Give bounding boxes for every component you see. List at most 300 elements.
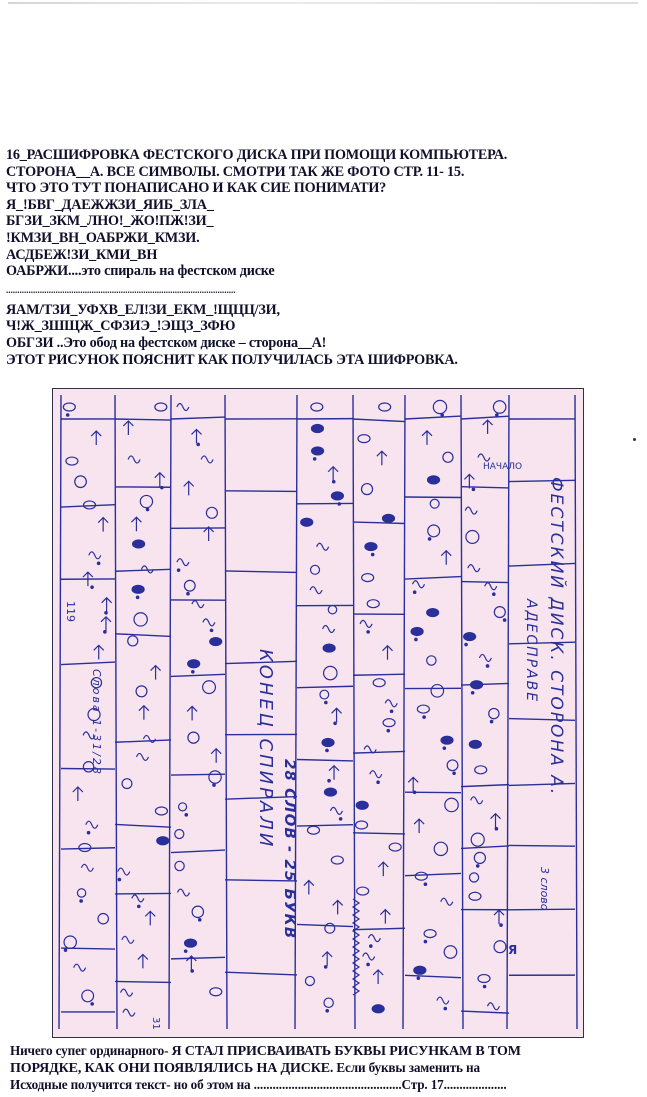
glyph-dot [387, 729, 389, 731]
glyph-circle [311, 565, 320, 574]
glyph-oval [79, 844, 91, 852]
explain-line: ЭТОТ РИСУНОК ПОЯСНИТ КАК ПОЛУЧИЛАСЬ ЭТА ШИФРОВКА. [6, 351, 458, 368]
header-text-block [6, 147, 642, 368]
glyph-dot [471, 692, 473, 694]
glyph-circle [209, 771, 221, 783]
glyph-dot [197, 443, 199, 445]
strip-separator [171, 417, 225, 419]
strip-separator [115, 740, 171, 742]
glyph-dot [444, 1007, 446, 1009]
glyph-dot [424, 883, 426, 885]
glyph-squiggle [471, 797, 483, 804]
glyph-dot [415, 638, 417, 640]
glyph-dot [338, 503, 340, 505]
glyph-oval [356, 821, 368, 829]
strip-separator [225, 491, 297, 492]
glyph-squiggle [479, 654, 491, 661]
strip-separator [171, 774, 225, 775]
figure-subtitle-vertical: АДЕСПРАВЕ [523, 599, 539, 704]
glyph-arrow [91, 431, 101, 445]
glyph-oval [188, 660, 200, 668]
glyph-oval [478, 974, 490, 982]
glyph-dot [177, 569, 179, 571]
glyph-circle [434, 842, 447, 855]
glyph-arrow [441, 551, 451, 565]
glyph-dot [495, 827, 497, 829]
glyph-arrow [204, 527, 214, 541]
glyph-arrow [304, 881, 314, 895]
glyph-oval [383, 719, 395, 727]
glyph-oval [475, 766, 487, 774]
glyph-circle [469, 873, 478, 882]
footer-line-3: Исходные получится текст- но об этом на ...............................................Стр. 17.................... [10, 1077, 507, 1092]
glyph-dot [367, 963, 369, 965]
glyph-arrow [414, 819, 424, 833]
glyph-arrow [408, 777, 418, 791]
glyph-circle [325, 923, 335, 933]
glyph-oval [133, 540, 145, 548]
glyph-circle [192, 906, 203, 917]
glyph-arrow [138, 954, 148, 968]
glyph-oval [441, 736, 453, 744]
footer-line-1-caps: Я СТАЛ ПРИСВАИВАТЬ БУКВЫ РИСУНКАМ В ТОМ [171, 1044, 521, 1059]
glyph-dot [326, 1010, 328, 1012]
glyph-oval [323, 644, 335, 652]
glyph-squiggle [128, 456, 140, 463]
glyph-squiggle [364, 746, 376, 753]
strip-separator [461, 683, 509, 685]
glyph-dot [339, 818, 341, 820]
glyph-arrow [187, 706, 197, 720]
strip-separator [171, 850, 225, 853]
glyph-circle [443, 452, 453, 462]
glyph-dot [503, 619, 505, 621]
glyph-arrow [102, 598, 112, 612]
glyph-oval [424, 930, 436, 938]
footer-line-2-normal: Если буквы заменить на [333, 1060, 480, 1075]
glyph-circle [324, 998, 333, 1007]
glyph-oval [331, 856, 343, 864]
glyph-arrow [184, 481, 194, 495]
glyph-circle [428, 525, 440, 537]
figure-num-31: 31 [150, 1017, 161, 1030]
figure-count-vertical: 28 СЛОВ - 25 БУКВ [281, 759, 299, 940]
glyph-circle [134, 613, 147, 626]
glyph-dot [326, 749, 328, 751]
glyph-dot [146, 508, 148, 510]
glyph-oval [367, 600, 379, 608]
glyph-circle [493, 401, 505, 413]
footer-line-1-normal: Ничего супег ординарного- [10, 1043, 172, 1058]
glyph-arrow [483, 420, 493, 434]
glyph-dot [64, 949, 66, 951]
glyph-arrow [191, 429, 201, 443]
figure-center-vertical: КОНЕЦ СПИРАЛИ [255, 649, 276, 850]
glyph-oval [185, 939, 197, 947]
strip-divider [461, 395, 463, 1029]
glyph-squiggle [201, 456, 213, 463]
glyph-dot [377, 781, 379, 783]
glyph-squiggle [310, 587, 322, 594]
glyph-squiggle [118, 868, 130, 875]
glyph-circle [324, 666, 337, 679]
glyph-oval [415, 872, 427, 880]
strip-divider [575, 395, 577, 1029]
glyph-oval [311, 403, 323, 411]
strip-divider [59, 395, 61, 1029]
glyph-squiggle [437, 997, 449, 1004]
strip-separator [405, 497, 461, 498]
glyph-circle [136, 686, 147, 697]
glyph-oval [389, 843, 401, 851]
glyph-oval [471, 681, 483, 689]
glyph-oval [411, 627, 423, 635]
glyph-oval [373, 679, 385, 687]
glyph-dot [423, 716, 425, 718]
glyph-arrow [329, 766, 339, 780]
glyph-circle [128, 636, 138, 646]
glyph-dot [428, 538, 430, 540]
glyph-dot [328, 780, 330, 782]
strip-separator [115, 419, 171, 420]
strip-separator [461, 1011, 509, 1013]
glyph-oval [428, 476, 440, 484]
strip-divider [169, 395, 171, 1029]
glyph-squiggle [89, 552, 101, 559]
glyph-squiggle [441, 898, 453, 905]
glyph-arrow [73, 787, 83, 801]
glyph-squiggle [86, 821, 98, 828]
glyph-squiggle [368, 935, 380, 942]
glyph-dot [465, 643, 467, 645]
strip-separator [115, 569, 171, 571]
strip-separator [461, 416, 509, 419]
glyph-oval [382, 514, 394, 522]
glyph-circle [489, 708, 499, 718]
glyph-dot [367, 631, 369, 633]
glyph-dot [333, 481, 335, 483]
glyph-dot [477, 865, 479, 867]
glyph-oval [324, 788, 336, 796]
glyph-squiggle [465, 507, 477, 514]
figure-start-label: НАЧАЛО [483, 462, 523, 472]
glyph-dot [413, 591, 415, 593]
glyph-circle [140, 495, 152, 507]
glyph-arrow [98, 518, 108, 532]
strip-separator [509, 845, 575, 846]
glyph-arrow [332, 708, 342, 722]
footer-line-2-caps: ПОРЯДКЕ, КАК ОНИ ПОЯВЛЯЛИСЬ НА ДИСКЕ. [10, 1061, 334, 1076]
glyph-oval [157, 837, 169, 845]
footer-text-block [10, 1043, 642, 1093]
stray-dot [633, 438, 636, 441]
glyph-circle [494, 607, 505, 618]
sawtooth-marks [353, 899, 359, 995]
strip-separator [61, 769, 115, 770]
glyph-arrow [145, 911, 155, 925]
figure-title-vertical: ФЕСТСКИЙ ДИСК. СТОРОНА А. [546, 477, 566, 797]
glyph-dot [66, 414, 68, 416]
strip-separator [405, 577, 461, 579]
glyph-circle [179, 803, 187, 811]
strip-separator [353, 522, 405, 523]
glyph-circle [203, 681, 216, 694]
glyph-squiggle [192, 601, 204, 608]
glyph-arrow [101, 617, 111, 631]
glyph-circle [431, 685, 444, 698]
glyph-oval [210, 638, 222, 646]
rim-line-2: Ч!Ж_ЗШЩЖ_СФЗИЭ_!ЭЩЗ_ЗФЮ [6, 318, 236, 335]
glyph-dot [443, 747, 445, 749]
glyph-circle [305, 976, 314, 985]
glyph-oval [307, 826, 319, 834]
glyph-arrow [491, 814, 501, 828]
glyph-dot [417, 977, 419, 979]
glyph-arrow [383, 646, 393, 660]
strip-separator [297, 760, 353, 761]
strip-divider [403, 395, 405, 1029]
glyph-circle [175, 861, 184, 870]
glyph-dot [472, 488, 474, 490]
glyph-squiggle [177, 404, 189, 411]
glyph-dot [486, 665, 488, 667]
strip-separator [115, 824, 171, 827]
glyph-dot [210, 629, 212, 631]
glyph-dot [424, 940, 426, 942]
glyph-dot [185, 814, 187, 816]
glyph-circle [320, 690, 329, 699]
glyph-oval [66, 457, 78, 465]
cipher-line-2: БГЗИ_ЗКМ_ЛНО!_ЖО!ПЖ!ЗИ_ [6, 213, 214, 230]
glyph-dot [192, 671, 194, 673]
glyph-dot [91, 1003, 93, 1005]
glyph-circle [494, 941, 506, 953]
glyph-circle [445, 798, 458, 811]
glyph-oval [356, 801, 368, 809]
glyph-squiggle [178, 889, 190, 896]
glyph-dot [325, 701, 327, 703]
glyph-squiggle [413, 581, 425, 588]
glyph-dot [138, 905, 140, 907]
handwritten-figure [52, 388, 584, 1038]
strip-separator [405, 975, 461, 977]
glyph-oval [379, 403, 391, 411]
glyph-oval [365, 543, 377, 551]
cipher-line-4: АСДБЕЖ!ЗИ_КМИ_ВН [6, 246, 158, 263]
strip-divider [507, 395, 509, 1029]
figure-left-vertical: Слова 1-31/28 [90, 669, 103, 776]
glyph-arrow [131, 517, 141, 531]
glyph-squiggle [317, 543, 329, 550]
glyph-squiggle [74, 964, 86, 971]
glyph-oval [155, 807, 167, 815]
glyph-dot [500, 924, 502, 926]
glyph-circle [188, 732, 199, 743]
glyph-circle [362, 484, 373, 495]
strip-separator [405, 873, 461, 875]
glyph-oval [427, 609, 439, 617]
glyph-oval [414, 966, 426, 974]
dotted-separator: ...................................................................................................... [6, 284, 236, 295]
glyph-arrow [333, 900, 343, 914]
glyph-oval [312, 447, 324, 455]
glyph-circle [184, 580, 195, 591]
strip-separator [353, 928, 405, 929]
strip-separator [405, 416, 461, 419]
glyph-squiggle [136, 753, 148, 760]
glyph-arrow [123, 421, 133, 435]
strip-divider [353, 395, 355, 1029]
glyph-dot [104, 631, 106, 633]
strip-separator [353, 419, 405, 422]
glyph-dot [213, 784, 215, 786]
glyph-oval [464, 633, 476, 641]
glyph-circle [175, 829, 184, 838]
header-line-2: СТОРОНА__А. ВСЕ СИМВОЛЫ. СМОТРИ ТАК ЖЕ ФОТО СТР. 11- 15. [6, 163, 465, 180]
strip-separator [61, 505, 115, 507]
glyph-arrow [378, 862, 388, 876]
glyph-dot [105, 612, 107, 614]
glyph-circle [433, 400, 446, 413]
glyph-circle [447, 760, 458, 771]
glyph-squiggle [487, 1003, 499, 1010]
glyph-squiggle [360, 620, 372, 627]
glyph-squiggle [385, 700, 397, 707]
header-line-3: ЧТО ЭТО ТУТ ПОНАПИСАНО И КАК СИЕ ПОНИМАТИ? [6, 180, 387, 197]
strip-separator [61, 848, 115, 849]
scan-edge-line [8, 2, 638, 4]
glyph-arrow [373, 970, 383, 984]
glyph-circle [474, 852, 485, 863]
glyph-circle [427, 656, 436, 665]
glyph-oval [155, 403, 167, 411]
strip-separator [297, 825, 353, 826]
strip-separator [61, 662, 115, 665]
glyph-squiggle [323, 625, 335, 632]
glyph-oval [469, 740, 481, 748]
strip-separator [461, 846, 509, 849]
glyph-dot [91, 586, 93, 588]
glyph-arrow [328, 467, 338, 481]
glyph-oval [301, 518, 313, 526]
glyph-arrow [494, 910, 504, 924]
glyph-circle [206, 507, 217, 518]
glyph-oval [132, 585, 144, 593]
glyph-arrow [155, 473, 165, 487]
glyph-dot [493, 593, 495, 595]
figure-3-slovo: 3 слово [538, 867, 551, 911]
glyph-circle [82, 990, 94, 1002]
glyph-squiggle [478, 454, 490, 461]
glyph-arrow [380, 910, 390, 924]
glyph-dot [118, 878, 120, 880]
glyph-circle [77, 889, 85, 897]
glyph-oval [311, 424, 323, 432]
cipher-line-5: ОАБРЖИ....это спираль на фестском диске [6, 263, 275, 280]
glyph-arrow [139, 706, 149, 720]
strip-separator [353, 674, 405, 675]
glyph-dot [483, 985, 485, 987]
glyph-circle [466, 530, 479, 543]
glyph-oval [372, 1005, 384, 1013]
glyph-circle [444, 946, 457, 959]
glyph-circle [64, 936, 76, 948]
glyph-squiggle [363, 953, 375, 960]
glyph-oval [331, 492, 343, 500]
glyph-arrow [422, 431, 432, 445]
glyph-arrow [211, 749, 221, 763]
strip-divider [225, 395, 227, 1029]
rim-line-3: ОБГЗИ ..Это обод на фестском диске – сторона__А! [6, 334, 327, 351]
glyph-dot [496, 414, 498, 416]
glyph-dot [313, 458, 315, 460]
glyph-dot [453, 772, 455, 774]
glyph-dot [324, 966, 326, 968]
strip-separator [225, 972, 297, 975]
glyph-squiggle [123, 1009, 135, 1016]
glyph-circle [98, 913, 108, 923]
glyph-squiggle [177, 559, 189, 566]
strip-separator [461, 785, 509, 787]
glyph-dot [184, 950, 186, 952]
strip-separator [115, 981, 171, 982]
glyph-squiggle [468, 565, 480, 572]
glyph-oval [357, 887, 369, 895]
glyph-oval [210, 988, 222, 996]
glyph-dot [87, 832, 89, 834]
glyph-squiggle [122, 936, 134, 943]
glyph-dot [334, 722, 336, 724]
glyph-oval [63, 403, 75, 411]
rim-line-1: ЯАМ/ТЗИ_УФХВ_ЕЛ!ЗИ_ЕКМ_!ЩЦЦ/ЗИ, [6, 301, 280, 318]
strip-divider [115, 395, 117, 1029]
glyph-dot [80, 900, 82, 902]
strip-separator [461, 582, 509, 583]
glyph-squiggle [370, 771, 382, 778]
header-line-1: 16_РАСШИФРОВКА ФЕСТСКОГО ДИСКА ПРИ ПОМОЩИ КОМПЬЮТЕРА. [6, 147, 508, 163]
glyph-dot [97, 562, 99, 564]
glyph-oval [362, 574, 374, 582]
glyph-arrow [151, 666, 161, 680]
glyph-dot [191, 970, 193, 972]
glyph-dot [136, 596, 138, 598]
glyph-dot [413, 791, 415, 793]
figure-start-letter: Я [508, 943, 518, 957]
glyph-oval [469, 892, 481, 900]
glyph-circle [75, 476, 87, 488]
glyph-circle [328, 605, 336, 613]
glyph-squiggle [203, 619, 215, 626]
glyph-circle [430, 499, 439, 508]
glyph-dot [490, 720, 492, 722]
glyph-oval [417, 705, 429, 713]
glyph-circle [122, 779, 132, 789]
glyph-dot [441, 414, 443, 416]
glyph-squiggle [485, 583, 497, 590]
glyph-dot [371, 553, 373, 555]
strip-separator [171, 674, 225, 676]
strip-separator [461, 487, 509, 488]
glyph-squiggle [81, 864, 93, 871]
glyph-circle [471, 833, 484, 846]
glyph-arrow [377, 451, 387, 465]
glyph-squiggle [132, 895, 144, 902]
strip-separator [297, 686, 353, 687]
glyph-oval [322, 738, 334, 746]
glyph-dot [161, 486, 163, 488]
figure-num-119: 119 [64, 601, 77, 622]
figure-drawing [53, 389, 583, 1037]
